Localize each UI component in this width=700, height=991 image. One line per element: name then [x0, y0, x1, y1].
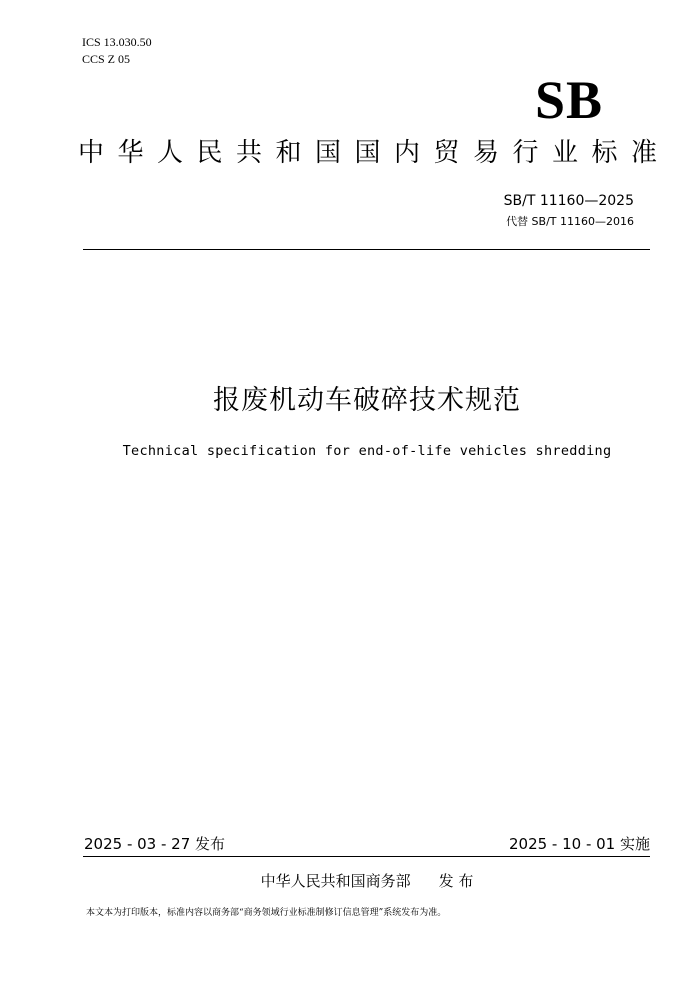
document-title: 报废机动车破碎技术规范	[213, 385, 521, 416]
document-subtitle-english: Technical specification for end-of-life vehicles shredding	[122, 443, 612, 459]
ics-code: ICS 13.030.50	[82, 35, 152, 49]
issue-date: 2025 - 03 - 27 发布	[84, 835, 226, 853]
bottom-divider	[83, 856, 650, 857]
publisher-action: 发 布	[438, 872, 474, 890]
classification-codes	[82, 34, 152, 68]
publisher-name: 中华人民共和国商务部	[260, 872, 411, 890]
replaced-standard: 代替 SB/T 11160—2016	[506, 215, 634, 228]
implementation-date: 2025 - 10 - 01 实施	[508, 835, 650, 853]
print-version-note: 本文本为打印版本，标准内容以商务部“商务领域行业标准制修订信息管理”系统发布为准。	[86, 908, 447, 918]
sb-logo: SB	[534, 70, 603, 130]
top-divider	[83, 249, 650, 250]
publisher-line	[0, 871, 700, 891]
ccs-code: CCS Z 05	[82, 52, 131, 66]
standard-number: SB/T 11160—2025	[503, 193, 634, 209]
issuing-organization-title: 中华人民共和国国内贸易行业标准	[78, 138, 671, 168]
